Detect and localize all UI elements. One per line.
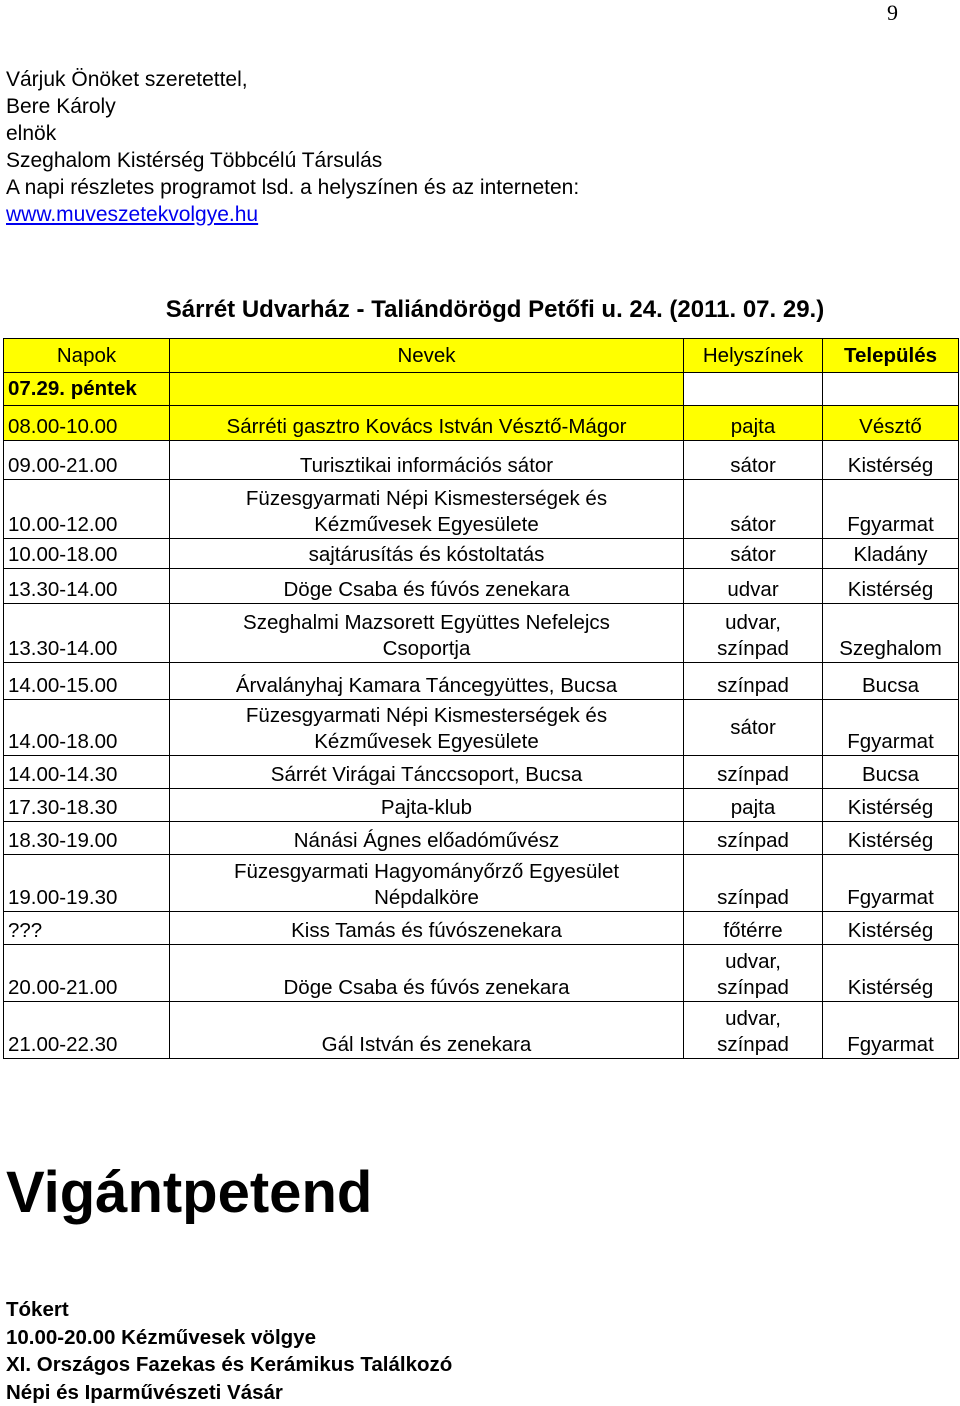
table-row	[4, 406, 959, 441]
town-cell: Fgyarmat	[823, 855, 959, 912]
day-empty-cell	[170, 373, 684, 406]
town-cell: Kistérség	[823, 569, 959, 604]
place-cell: főtérre	[684, 912, 823, 945]
bottom-line: Népi és Iparművészeti Vásár	[6, 1379, 452, 1406]
intro-line: Szeghalom Kistérség Többcélú Társulás	[6, 147, 579, 174]
time-cell: 10.00-18.00	[4, 539, 170, 569]
town-cell: Bucsa	[823, 756, 959, 789]
town-cell: Fgyarmat	[823, 700, 959, 756]
place-cell: színpad	[684, 822, 823, 855]
place-cell: sátor	[684, 480, 823, 539]
town-cell: Bucsa	[823, 663, 959, 700]
table-row	[4, 539, 959, 569]
time-cell: 17.30-18.30	[4, 789, 170, 822]
name-cell: Sárréti gasztro Kovács István Vésztő-Mágor	[170, 406, 684, 441]
table-row	[4, 756, 959, 789]
table-title: Sárrét Udvarház - Taliándörögd Petőfi u. 24. (2011. 07. 29.)	[0, 295, 960, 325]
bottom-block	[6, 1296, 452, 1406]
section-title: Vigántpetend	[6, 1158, 372, 1228]
table-row	[4, 700, 959, 756]
name-cell: Kiss Tamás és fúvószenekara	[170, 912, 684, 945]
town-cell: Szeghalom	[823, 604, 959, 663]
header-telepules: Település	[823, 339, 959, 373]
town-cell: Kistérség	[823, 912, 959, 945]
time-cell: 13.30-14.00	[4, 569, 170, 604]
time-cell: 21.00-22.30	[4, 1002, 170, 1059]
day-row	[4, 373, 959, 406]
table-row	[4, 945, 959, 1002]
time-cell: 08.00-10.00	[4, 406, 170, 441]
place-cell: pajta	[684, 406, 823, 441]
table-row	[4, 855, 959, 912]
place-cell: színpad	[684, 855, 823, 912]
name-cell: Füzesgyarmati Népi Kismesterségek és Kézművesek Egyesülete	[170, 700, 684, 756]
name-cell: Szeghalmi Mazsorett Együttes Nefelejcs Csoportja	[170, 604, 684, 663]
table-row	[4, 569, 959, 604]
table-row	[4, 663, 959, 700]
time-cell: 19.00-19.30	[4, 855, 170, 912]
page-number: 9	[887, 0, 898, 26]
name-cell: Füzesgyarmati Népi Kismesterségek és Kézművesek Egyesülete	[170, 480, 684, 539]
place-cell: színpad	[684, 663, 823, 700]
header-nevek: Nevek	[170, 339, 684, 373]
town-cell: Fgyarmat	[823, 480, 959, 539]
day-empty-cell	[823, 373, 959, 406]
town-cell: Kistérség	[823, 945, 959, 1002]
intro-line: elnök	[6, 120, 579, 147]
header-helyszinek: Helyszínek	[684, 339, 823, 373]
bottom-line: Tókert	[6, 1296, 452, 1324]
time-cell: 13.30-14.00	[4, 604, 170, 663]
table-header-row	[4, 339, 959, 373]
place-cell: színpad	[684, 756, 823, 789]
table-row	[4, 822, 959, 855]
table-row	[4, 1002, 959, 1059]
place-cell: udvar, színpad	[684, 945, 823, 1002]
town-cell: Fgyarmat	[823, 1002, 959, 1059]
town-cell: Vésztő	[823, 406, 959, 441]
place-cell: udvar, színpad	[684, 1002, 823, 1059]
header-napok: Napok	[4, 339, 170, 373]
time-cell: 18.30-19.00	[4, 822, 170, 855]
name-cell: Nánási Ágnes előadóművész	[170, 822, 684, 855]
name-cell: sajtárusítás és kóstoltatás	[170, 539, 684, 569]
table-row	[4, 789, 959, 822]
table-row	[4, 441, 959, 480]
table-row	[4, 912, 959, 945]
name-cell: Pajta-klub	[170, 789, 684, 822]
town-cell: Kistérség	[823, 822, 959, 855]
time-cell: 09.00-21.00	[4, 441, 170, 480]
place-cell: udvar, színpad	[684, 604, 823, 663]
name-cell: Döge Csaba és fúvós zenekara	[170, 569, 684, 604]
place-cell: sátor	[684, 700, 823, 756]
intro-line: A napi részletes programot lsd. a helyszínen és az interneten:	[6, 174, 579, 201]
day-empty-cell	[684, 373, 823, 406]
name-cell: Döge Csaba és fúvós zenekara	[170, 945, 684, 1002]
table-row	[4, 480, 959, 539]
town-cell: Kistérség	[823, 789, 959, 822]
time-cell: 20.00-21.00	[4, 945, 170, 1002]
bottom-line: 10.00-20.00 Kézművesek völgye	[6, 1324, 452, 1352]
name-cell: Füzesgyarmati Hagyományőrző Egyesület Népdalköre	[170, 855, 684, 912]
intro-block	[6, 66, 579, 228]
name-cell: Árvalányhaj Kamara Táncegyüttes, Bucsa	[170, 663, 684, 700]
intro-line: Bere Károly	[6, 93, 579, 120]
intro-line: Várjuk Önöket szeretettel,	[6, 66, 579, 93]
place-cell: sátor	[684, 441, 823, 480]
program-table	[3, 338, 959, 1059]
time-cell: 14.00-14.30	[4, 756, 170, 789]
day-label: 07.29. péntek	[4, 373, 170, 406]
time-cell: ???	[4, 912, 170, 945]
time-cell: 14.00-18.00	[4, 700, 170, 756]
place-cell: pajta	[684, 789, 823, 822]
name-cell: Sárrét Virágai Tánccsoport, Bucsa	[170, 756, 684, 789]
website-link[interactable]: www.muveszetekvolgye.hu	[6, 201, 579, 228]
place-cell: udvar	[684, 569, 823, 604]
time-cell: 10.00-12.00	[4, 480, 170, 539]
town-cell: Kladány	[823, 539, 959, 569]
table-row	[4, 604, 959, 663]
name-cell: Gál István és zenekara	[170, 1002, 684, 1059]
town-cell: Kistérség	[823, 441, 959, 480]
bottom-line: XI. Országos Fazekas és Kerámikus Találkozó	[6, 1351, 452, 1379]
place-cell: sátor	[684, 539, 823, 569]
name-cell: Turisztikai információs sátor	[170, 441, 684, 480]
time-cell: 14.00-15.00	[4, 663, 170, 700]
